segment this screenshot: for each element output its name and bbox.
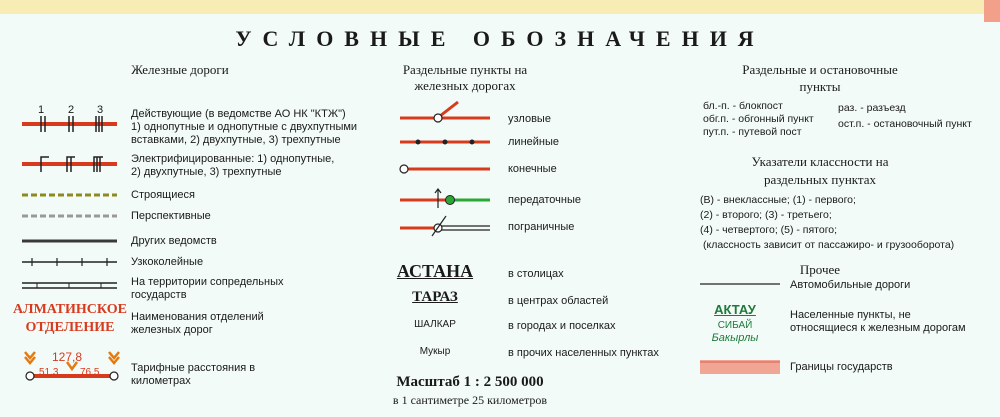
railways-heading: Железные дороги [131,62,229,77]
abbrev-right-1: раз. - разъезд [838,102,906,114]
top-decoration [0,0,1000,14]
corner-decoration [984,0,1000,22]
tariff-label-1: Тарифные расстояния в [131,362,256,374]
neighbor-territory-label-1: На территории сопредельных [131,276,284,288]
scale-sub: в 1 сантиметре 25 километров [392,393,548,407]
separation-heading-2: железных дорогах [414,78,516,93]
town-sample: ШАЛКАР [414,319,456,330]
state-border-label: Границы государств [790,361,893,373]
active-railway-symbol [22,114,117,134]
abbrev-left-1: бл.-п. - блокпост [703,100,783,112]
division-names-label-1: Наименования отделений [131,311,264,323]
unconnected-settlement-sample: Бакырлы [711,332,759,344]
line-station-symbol [400,136,490,148]
class-heading-1: Указатели классности на [751,154,889,169]
electrified-label-1: Электрифицированные: 1) однопутные, [131,153,335,165]
active-railway-label-3: вставками, 2) двухпутные, 3) трехпутные [131,134,341,146]
unconnected-label-1: Населенные пункты, не [790,309,911,321]
transfer-station-label: передаточные [508,194,581,206]
neighbor-territory-symbol [22,280,117,292]
track-number-3: 3 [97,104,104,116]
terminal-station-label: конечные [508,163,557,175]
other-heading: Прочее [799,262,841,277]
other-departments-label: Других ведомств [131,235,217,247]
class-line-2: (2) - второго; (3) - третьего; [700,209,832,221]
region-center-label: в центрах областей [508,295,609,307]
abbrev-heading-2: пункты [799,79,841,94]
town-label: в городах и поселках [508,320,616,332]
track-number-1: 1 [38,104,45,116]
separation-heading-1: Раздельные пункты на [402,62,528,77]
electrified-railway-symbol [22,154,117,174]
class-heading-2: раздельных пунктах [763,172,877,187]
unconnected-city-sample: АКТАУ [714,302,756,317]
narrow-gauge-symbol [22,255,117,269]
division-sample-2: ОТДЕЛЕНИЕ [25,320,115,335]
transfer-station-symbol [400,186,490,210]
settlement-sample: Мукыр [419,346,451,357]
unconnected-label-2: относящиеся к железным дорогам [790,322,966,334]
settlement-label: в прочих населенных пунктах [508,347,659,359]
scale-main: Масштаб 1 : 2 500 000 [396,374,544,390]
other-departments-symbol [22,238,117,244]
region-center-sample: ТАРАЗ [412,289,458,305]
planned-symbol [22,213,117,219]
border-station-symbol [400,214,490,238]
planned-label: Перспективные [131,210,211,222]
abbrev-left-3: пут.п. - путевой пост [703,126,802,138]
tariff-total: 127,8 [52,350,83,364]
under-construction-label: Строящиеся [131,189,195,201]
division-names-label-2: железных дорог [131,324,213,336]
class-line-4: (классность зависит от пассажиро- и грузооборота) [703,239,955,251]
electrified-label-2: 2) двухпутные, 3) трехпутные [131,166,282,178]
junction-station-symbol [400,100,490,126]
tariff-label-2: километрах [131,375,191,387]
legend-title: УСЛОВНЫЕ ОБОЗНАЧЕНИЯ [235,26,765,51]
junction-station-label: узловые [508,113,551,125]
abbrev-heading-1: Раздельные и остановочные [742,62,898,77]
capital-sample: АСТАНА [396,261,474,281]
road-symbol [700,282,780,286]
narrow-gauge-label: Узкоколейные [131,256,204,268]
unconnected-town-sample: СИБАЙ [717,320,753,331]
capital-label: в столицах [508,268,564,280]
terminal-station-symbol [400,163,490,175]
border-station-label: пограничные [508,221,575,233]
abbrev-left-2: обг.п. - обгонный пункт [703,113,814,125]
active-railway-label-1: Действующие (в ведомстве АО НК "КТЖ") [131,108,346,120]
state-border-symbol [700,360,780,374]
track-number-2: 2 [68,104,75,116]
active-railway-label-2: 1) однопутные и однопутные с двухпутными [131,121,358,133]
under-construction-symbol [22,192,117,198]
line-station-label: линейные [508,136,559,148]
road-label: Автомобильные дороги [790,279,911,291]
tariff-right: 76,5 [80,367,100,378]
tariff-left: 51,3 [39,367,59,378]
neighbor-territory-label-2: государств [131,289,187,301]
abbrev-right-2: ост.п. - остановочный пункт [838,118,972,130]
class-line-1: (В) - внеклассные; (1) - первого; [700,194,856,206]
division-sample-1: АЛМАТИНСКОЕ [13,302,127,317]
class-line-3: (4) - четвертого; (5) - пятого; [700,224,838,236]
